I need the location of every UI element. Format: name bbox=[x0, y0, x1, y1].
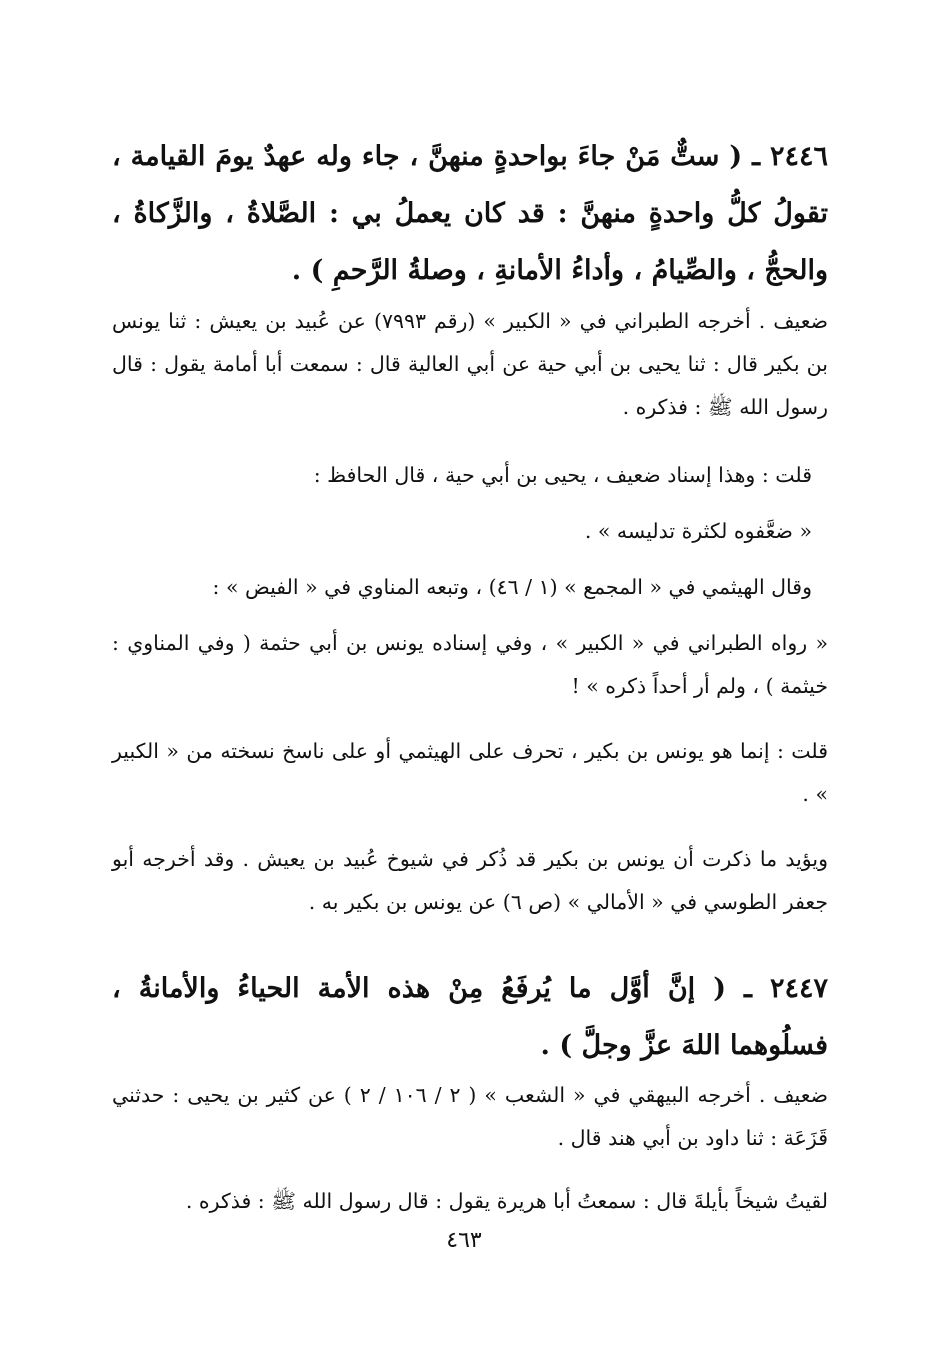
commentary-2446-qultu: قلت : وهذا إسناد ضعيف ، يحيى بن أبي حية ، قال الحافظ : bbox=[313, 463, 812, 487]
commentary-2446-takhrij: ضعيف . أخرجه الطبراني في « الكبير » (رقم ٧٩٩٣) عن عُبيد بن يعيش : ثنا يونس بن بكير قال : ثنا يحيى بن أبي حية عن أبي العالية قال : سمعت أبا أمامة يقول : قال رسول الله ﷺ : فذكره . bbox=[112, 309, 828, 419]
commentary-2447-continuation: لقيتُ شيخاً بأيلةَ قال : سمعتُ أبا هريرة يقول : قال رسول الله ﷺ : فذكره . bbox=[185, 1189, 828, 1213]
hadith-2446: ٢٤٤٦ ـ ( ستٌّ مَنْ جاءَ بواحدةٍ منهنَّ ، جاء وله عهدٌ يومَ القيامة ، تقولُ كلُّ واحدةٍ منهنَّ : قد كان يعملُ بي : الصَّلاةُ ، والزَّكاةُ ، والحجُّ ، والصِّيامُ ، وأداءُ الأمانةِ ، وصلةُ الرَّحمِ ) . bbox=[112, 141, 828, 286]
commentary-2446-haythami-quote: « رواه الطبراني في « الكبير » ، وفي إسناده يونس بن أبي حثمة ( وفي المناوي : خيثمة ) ، ولم أر أحداً ذكره » ! bbox=[112, 631, 828, 698]
commentary-2446-correction: قلت : إنما هو يونس بن بكير ، تحرف على الهيثمي أو على ناسخ نسخته من « الكبير » . bbox=[112, 739, 828, 806]
commentary-2447-takhrij: ضعيف . أخرجه البيهقي في « الشعب » ( ٢ / ١٠٦ / ٢ ) عن كثير بن يحيى : حدثني قَزَعَة : ثنا داود بن أبي هند قال . bbox=[112, 1083, 828, 1150]
commentary-2446-haythami: وقال الهيثمي في « المجمع » (١ / ٤٦) ، وتبعه المناوي في « الفيض » : bbox=[212, 575, 812, 599]
commentary-2446-support: ويؤيد ما ذكرت أن يونس بن بكير قد ذُكر في شيوخ عُبيد بن يعيش . وقد أخرجه أبو جعفر الطوسي في « الأمالي » (ص ٦) عن يونس بن بكير به . bbox=[112, 847, 828, 914]
page-number: ٤٦٣ bbox=[446, 1228, 482, 1253]
hadith-2447: ٢٤٤٧ ـ ( إنَّ أوَّل ما يُرفَعُ مِنْ هذه الأمة الحياءُ والأمانةُ ، فسلُوهما اللهَ عزَّ وجلَّ ) . bbox=[112, 973, 828, 1061]
commentary-2446-hafiz-quote: « ضعَّفوه لكثرة تدليسه » . bbox=[584, 519, 812, 543]
